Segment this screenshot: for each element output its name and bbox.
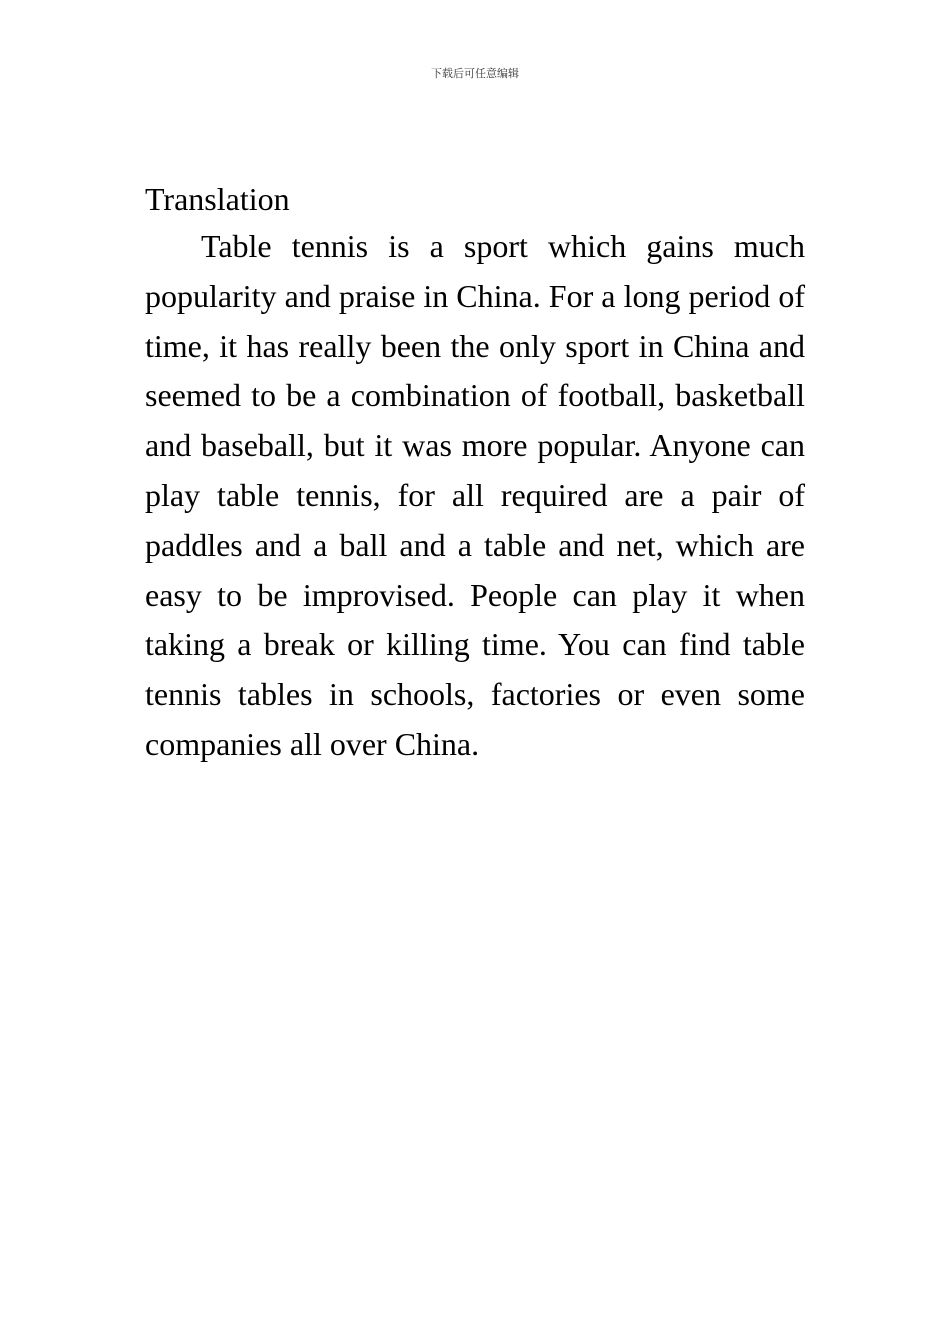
section-heading: Translation (145, 181, 290, 217)
page-header-note: 下载后可任意编辑 (431, 67, 519, 80)
body-paragraph: Table tennis is a sport which gains much popularity and praise in China. For a long period of time, it has really been the only sport in China and seemed to be a combination of football, basketball and baseball, but it was more popular. Anyone can play table tennis, for all required are a pair of paddles and a ball and a table and net, which are easy to be improvised. People can play it when taking a break or killing time. You can find table tennis tables in schools, factories or even some companies all over China. (145, 228, 805, 762)
document-body (145, 177, 805, 770)
